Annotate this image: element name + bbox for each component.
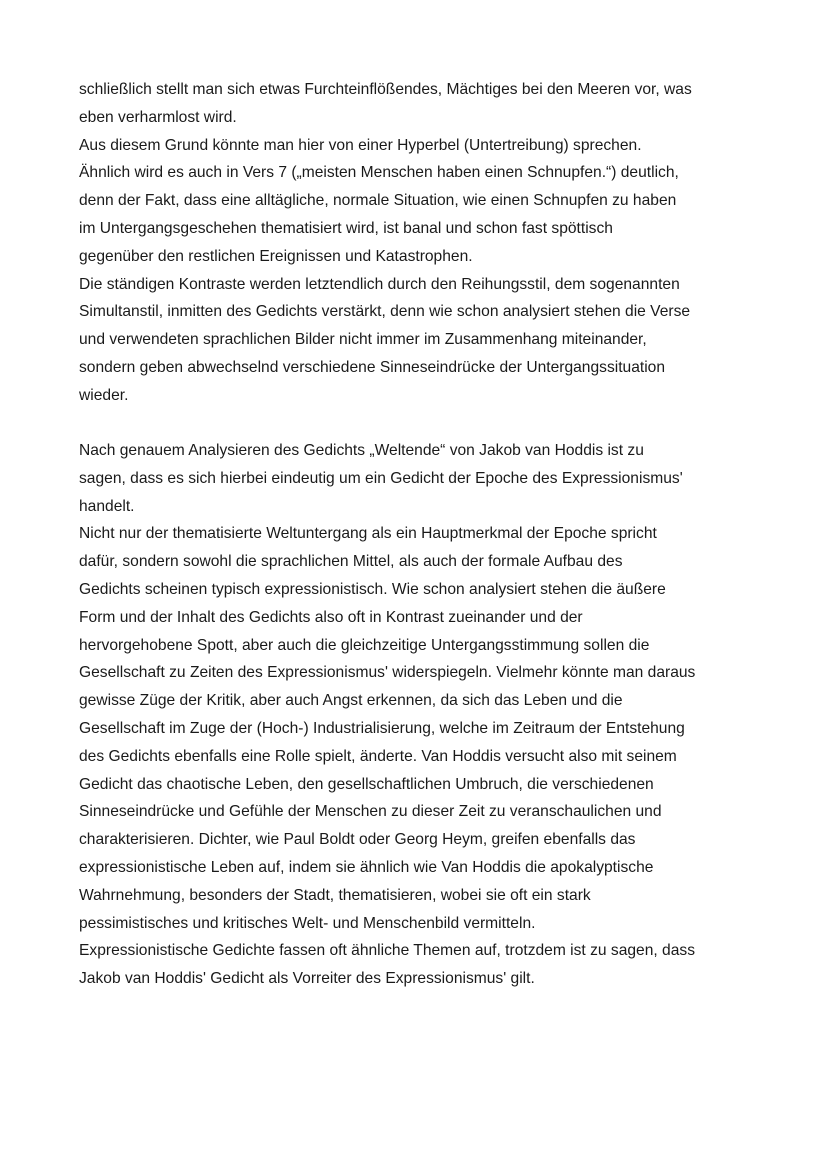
text-line: Sinneseindrücke und Gefühle der Menschen zu dieser Zeit zu veranschaulichen und xyxy=(79,803,662,821)
text-line: Simultanstil, inmitten des Gedichts verstärkt, denn wie schon analysiert stehen die Verse xyxy=(79,303,691,321)
text-line: handelt. xyxy=(79,497,135,515)
text-line: Gesellschaft zu Zeiten des Expressionismus' widerspiegeln. Vielmehr könnte man daraus xyxy=(79,664,696,682)
text-line: Form und der Inhalt des Gedichts also oft in Kontrast zueinander und der xyxy=(79,608,583,626)
text-line: schließlich stellt man sich etwas Furchteinflößendes, Mächtiges bei den Meeren vor, was xyxy=(79,81,692,98)
text-line: dafür, sondern sowohl die sprachlichen Mittel, als auch der formale Aufbau des xyxy=(79,553,623,571)
text-line: pessimistisches und kritisches Welt- und Menschenbild vermitteln. xyxy=(79,914,536,932)
text-line: im Untergangsgeschehen thematisiert wird, ist banal und schon fast spöttisch xyxy=(79,219,613,237)
text-line: des Gedichts ebenfalls eine Rolle spielt, änderte. Van Hoddis versucht also mit seinem xyxy=(79,747,677,765)
text-line: expressionistische Leben auf, indem sie ähnlich wie Van Hoddis die apokalyptische xyxy=(79,858,654,876)
text-line: charakterisieren. Dichter, wie Paul Boldt oder Georg Heym, greifen ebenfalls das xyxy=(79,831,636,849)
text-line: eben verharmlost wird. xyxy=(79,108,237,126)
paragraph-conclusion xyxy=(79,437,769,993)
text-line: und verwendeten sprachlichen Bilder nicht immer im Zusammenhang miteinander, xyxy=(79,331,647,349)
text-line: Die ständigen Kontraste werden letztendlich durch den Reihungsstil, dem sogenannten xyxy=(79,275,680,293)
text-line: gewisse Züge der Kritik, aber auch Angst erkennen, da sich das Leben und die xyxy=(79,692,623,710)
paragraph-analysis-contrasts xyxy=(79,76,769,410)
text-line: Gedichts scheinen typisch expressionistisch. Wie schon analysiert stehen die äußere xyxy=(79,580,666,598)
text-line: Ähnlich wird es auch in Vers 7 („meisten Menschen haben einen Schnupfen.“) deutlich, xyxy=(79,164,679,182)
text-line: Nach genauem Analysieren des Gedichts „Weltende“ von Jakob van Hoddis ist zu xyxy=(79,442,644,459)
text-line: wieder. xyxy=(79,386,129,404)
text-line: Gesellschaft im Zuge der (Hoch-) Industrialisierung, welche im Zeitraum der Entstehung xyxy=(79,719,685,737)
text-line: gegenüber den restlichen Ereignissen und Katastrophen. xyxy=(79,247,473,265)
text-line: denn der Fakt, dass eine alltägliche, normale Situation, wie einen Schnupfen zu haben xyxy=(79,192,677,210)
text-line: sagen, dass es sich hierbei eindeutig um ein Gedicht der Epoche des Expressionismus' xyxy=(79,469,683,487)
text-line: Wahrnehmung, besonders der Stadt, thematisieren, wobei sie oft ein stark xyxy=(79,886,591,904)
text-line: Expressionistische Gedichte fassen oft ähnliche Themen auf, trotzdem ist zu sagen, dass xyxy=(79,942,695,960)
text-line: hervorgehobene Spott, aber auch die gleichzeitige Untergangsstimmung sollen die xyxy=(79,636,650,654)
text-line: Jakob van Hoddis' Gedicht als Vorreiter des Expressionismus' gilt. xyxy=(79,970,535,988)
text-line: Nicht nur der thematisierte Weltuntergang als ein Hauptmerkmal der Epoche spricht xyxy=(79,525,657,543)
text-line: Gedicht das chaotische Leben, den gesellschaftlichen Umbruch, die verschiedenen xyxy=(79,775,654,793)
text-line: sondern geben abwechselnd verschiedene Sinneseindrücke der Untergangssituation xyxy=(79,358,666,376)
text-line: Aus diesem Grund könnte man hier von einer Hyperbel (Untertreibung) sprechen. xyxy=(79,136,642,154)
